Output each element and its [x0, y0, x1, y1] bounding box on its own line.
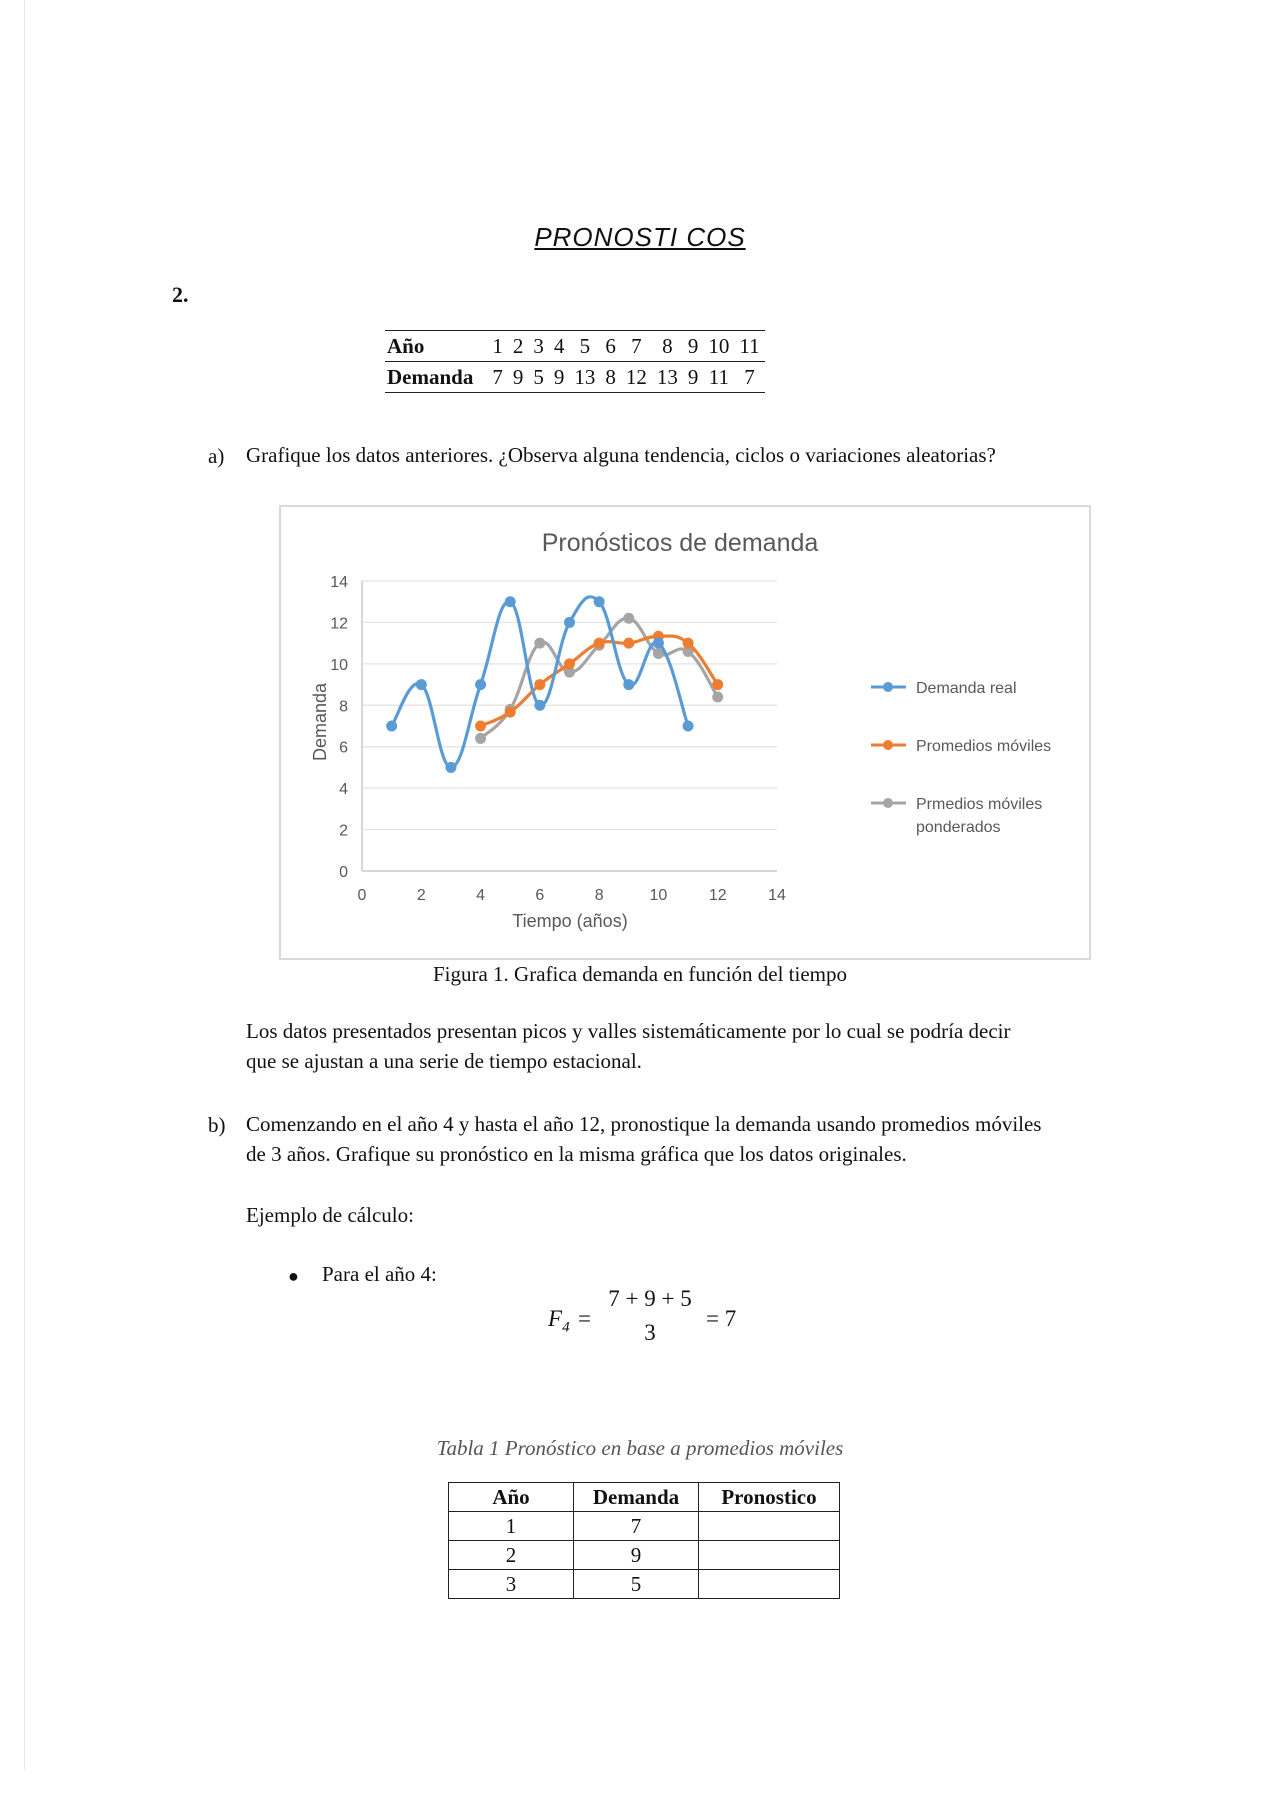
demand-cell: 9: [683, 362, 704, 393]
demand-cell: 7: [487, 362, 508, 393]
data-point-demanda-real: [564, 617, 575, 628]
year-cell: 11: [734, 331, 764, 362]
forecast-table-header: [449, 1483, 840, 1512]
year-cell: 7: [621, 331, 652, 362]
demand-cell: 5: [528, 362, 549, 393]
data-point-promedios-moviles: [505, 707, 516, 718]
demand-cell: 11: [703, 362, 734, 393]
chart-legend: [871, 680, 1051, 836]
chart-title: Pronósticos de demanda: [541, 529, 819, 557]
header-demanda: Demanda: [574, 1483, 699, 1512]
equation-numerator: 7 + 9 + 5: [608, 1286, 692, 1311]
part-a-letter: a): [208, 444, 225, 468]
legend-label-promedios-moviles: Promedios móviles: [916, 738, 1052, 755]
y-tick-label: 4: [339, 781, 348, 799]
data-table-year-row: [385, 331, 765, 362]
part-a-text: Grafique los datos anteriores. ¿Observa alguna tendencia, ciclos o variaciones aleatorias?: [246, 443, 996, 467]
demand-cell: 13: [569, 362, 600, 393]
legend-label-ponderados-line1: Prmedios móviles: [916, 796, 1043, 813]
year-cell: 2: [508, 331, 529, 362]
analysis-line-1: Los datos presentados presentan picos y valles sistemáticamente por lo cual se podría decir: [246, 1019, 1011, 1043]
data-point-promedios-moviles: [623, 638, 634, 649]
year-cell: 4: [549, 331, 570, 362]
data-point-promedios-moviles: [594, 638, 605, 649]
table-cell-forecast: [699, 1541, 840, 1570]
table-row: [449, 1570, 840, 1599]
legend-marker-promedios-moviles: [883, 740, 893, 750]
year-cell: 3: [528, 331, 549, 362]
x-tick-label: 8: [594, 887, 604, 904]
table-caption: Tabla 1 Pronóstico en base a promedios móviles: [436, 1436, 844, 1460]
table-cell-demand: 7: [574, 1512, 699, 1541]
analysis-line-2: que se ajustan a una serie de tiempo estacional.: [246, 1049, 642, 1073]
data-table: [385, 330, 765, 393]
equation-equals: =: [578, 1306, 591, 1331]
data-point-promedios-moviles: [564, 658, 575, 669]
data-point-promedios-moviles: [475, 721, 486, 732]
x-tick-label: 10: [649, 887, 668, 904]
year-cell: 10: [703, 331, 734, 362]
x-axis-label: Tiempo (años): [512, 911, 628, 931]
y-tick-label: 2: [339, 822, 348, 840]
bullet-text: Para el año 4:: [322, 1262, 437, 1286]
x-tick-label: 14: [768, 887, 786, 904]
x-tick-label: 2: [416, 887, 426, 904]
chart-container: [279, 505, 1091, 960]
equation-lhs: [548, 1306, 570, 1337]
data-point-demanda-real: [416, 679, 427, 690]
header-ano: Año: [449, 1483, 574, 1512]
data-point-prmedios-moviles-ponderados: [534, 638, 545, 649]
table-row: [449, 1541, 840, 1570]
table-cell-forecast: [699, 1570, 840, 1599]
demand-cell: 12: [621, 362, 652, 393]
demand-cell: 9: [508, 362, 529, 393]
equation-denominator: 3: [644, 1320, 656, 1345]
legend-marker-demanda-real: [883, 682, 893, 692]
page-title: PRONOSTI COS: [534, 222, 746, 252]
x-tick-label: 6: [535, 887, 545, 904]
data-point-promedios-moviles: [712, 679, 723, 690]
year-cell: 5: [569, 331, 600, 362]
equation-lhs-symbol: F: [548, 1306, 563, 1331]
question-number: 2.: [172, 282, 189, 307]
part-b-line-2: de 3 años. Grafique su pronóstico en la misma gráfica que los datos originales.: [246, 1142, 907, 1166]
data-point-demanda-real: [594, 596, 605, 607]
table-cell-year: 1: [449, 1512, 574, 1541]
data-point-demanda-real: [683, 721, 694, 732]
bullet-icon: ●: [288, 1266, 299, 1286]
year-cell: 6: [600, 331, 621, 362]
equation-subscript: 4: [562, 1319, 570, 1336]
series-line-prmedios-moviles-ponderados: [481, 618, 718, 738]
data-point-demanda-real: [386, 721, 397, 732]
y-tick-label: 12: [330, 615, 348, 633]
demand-cell: 7: [734, 362, 764, 393]
x-tick-label: 12: [708, 887, 727, 904]
forecast-table: [448, 1482, 840, 1599]
data-point-demanda-real: [445, 762, 456, 773]
data-point-demanda-real: [653, 638, 664, 649]
data-point-prmedios-moviles-ponderados: [712, 692, 723, 703]
table-cell-demand: 5: [574, 1570, 699, 1599]
data-table-demand-row: [385, 362, 765, 393]
year-cell: 9: [683, 331, 704, 362]
y-tick-label: 14: [330, 574, 348, 591]
y-axis-label: Demanda: [310, 682, 330, 762]
page-margin-line: [24, 0, 25, 1770]
demand-forecast-chart: [281, 507, 1089, 958]
y-tick-label: 6: [339, 739, 348, 757]
y-tick-label: 0: [339, 864, 348, 881]
demand-cell: 9: [549, 362, 570, 393]
legend-label-ponderados-line2: ponderados: [916, 819, 1001, 836]
table-cell-demand: 9: [574, 1541, 699, 1570]
data-point-demanda-real: [505, 596, 516, 607]
table-cell-year: 2: [449, 1541, 574, 1570]
equation-result: = 7: [706, 1306, 737, 1331]
year-cell: 1: [487, 331, 508, 362]
legend-label-demanda-real: Demanda real: [916, 680, 1017, 697]
data-point-demanda-real: [623, 679, 634, 690]
table-cell-forecast: [699, 1512, 840, 1541]
data-point-demanda-real: [475, 679, 486, 690]
year-cell: 8: [652, 331, 683, 362]
demand-cell: 13: [652, 362, 683, 393]
part-b-line-1: Comenzando en el año 4 y hasta el año 12, pronostique la demanda usando promedios móviles: [246, 1112, 1042, 1136]
demand-cell: 8: [600, 362, 621, 393]
table-cell-year: 3: [449, 1570, 574, 1599]
data-point-prmedios-moviles-ponderados: [623, 613, 634, 624]
x-tick-label: 4: [476, 887, 486, 904]
part-b-letter: b): [208, 1113, 226, 1137]
data-point-promedios-moviles: [683, 638, 694, 649]
header-pronostico: Pronostico: [699, 1483, 840, 1512]
demand-row-label: Demanda: [385, 362, 487, 393]
figure-caption: Figura 1. Grafica demanda en función del tiempo: [432, 962, 848, 986]
data-point-demanda-real: [534, 700, 545, 711]
data-point-promedios-moviles: [534, 679, 545, 690]
y-tick-label: 8: [339, 698, 348, 716]
example-heading: Ejemplo de cálculo:: [246, 1203, 414, 1227]
x-tick-label: 0: [357, 887, 367, 904]
table-row: [449, 1512, 840, 1541]
legend-marker-ponderados: [883, 798, 893, 808]
data-point-prmedios-moviles-ponderados: [475, 733, 486, 744]
y-tick-label: 10: [330, 656, 348, 674]
year-row-label: Año: [385, 331, 487, 362]
